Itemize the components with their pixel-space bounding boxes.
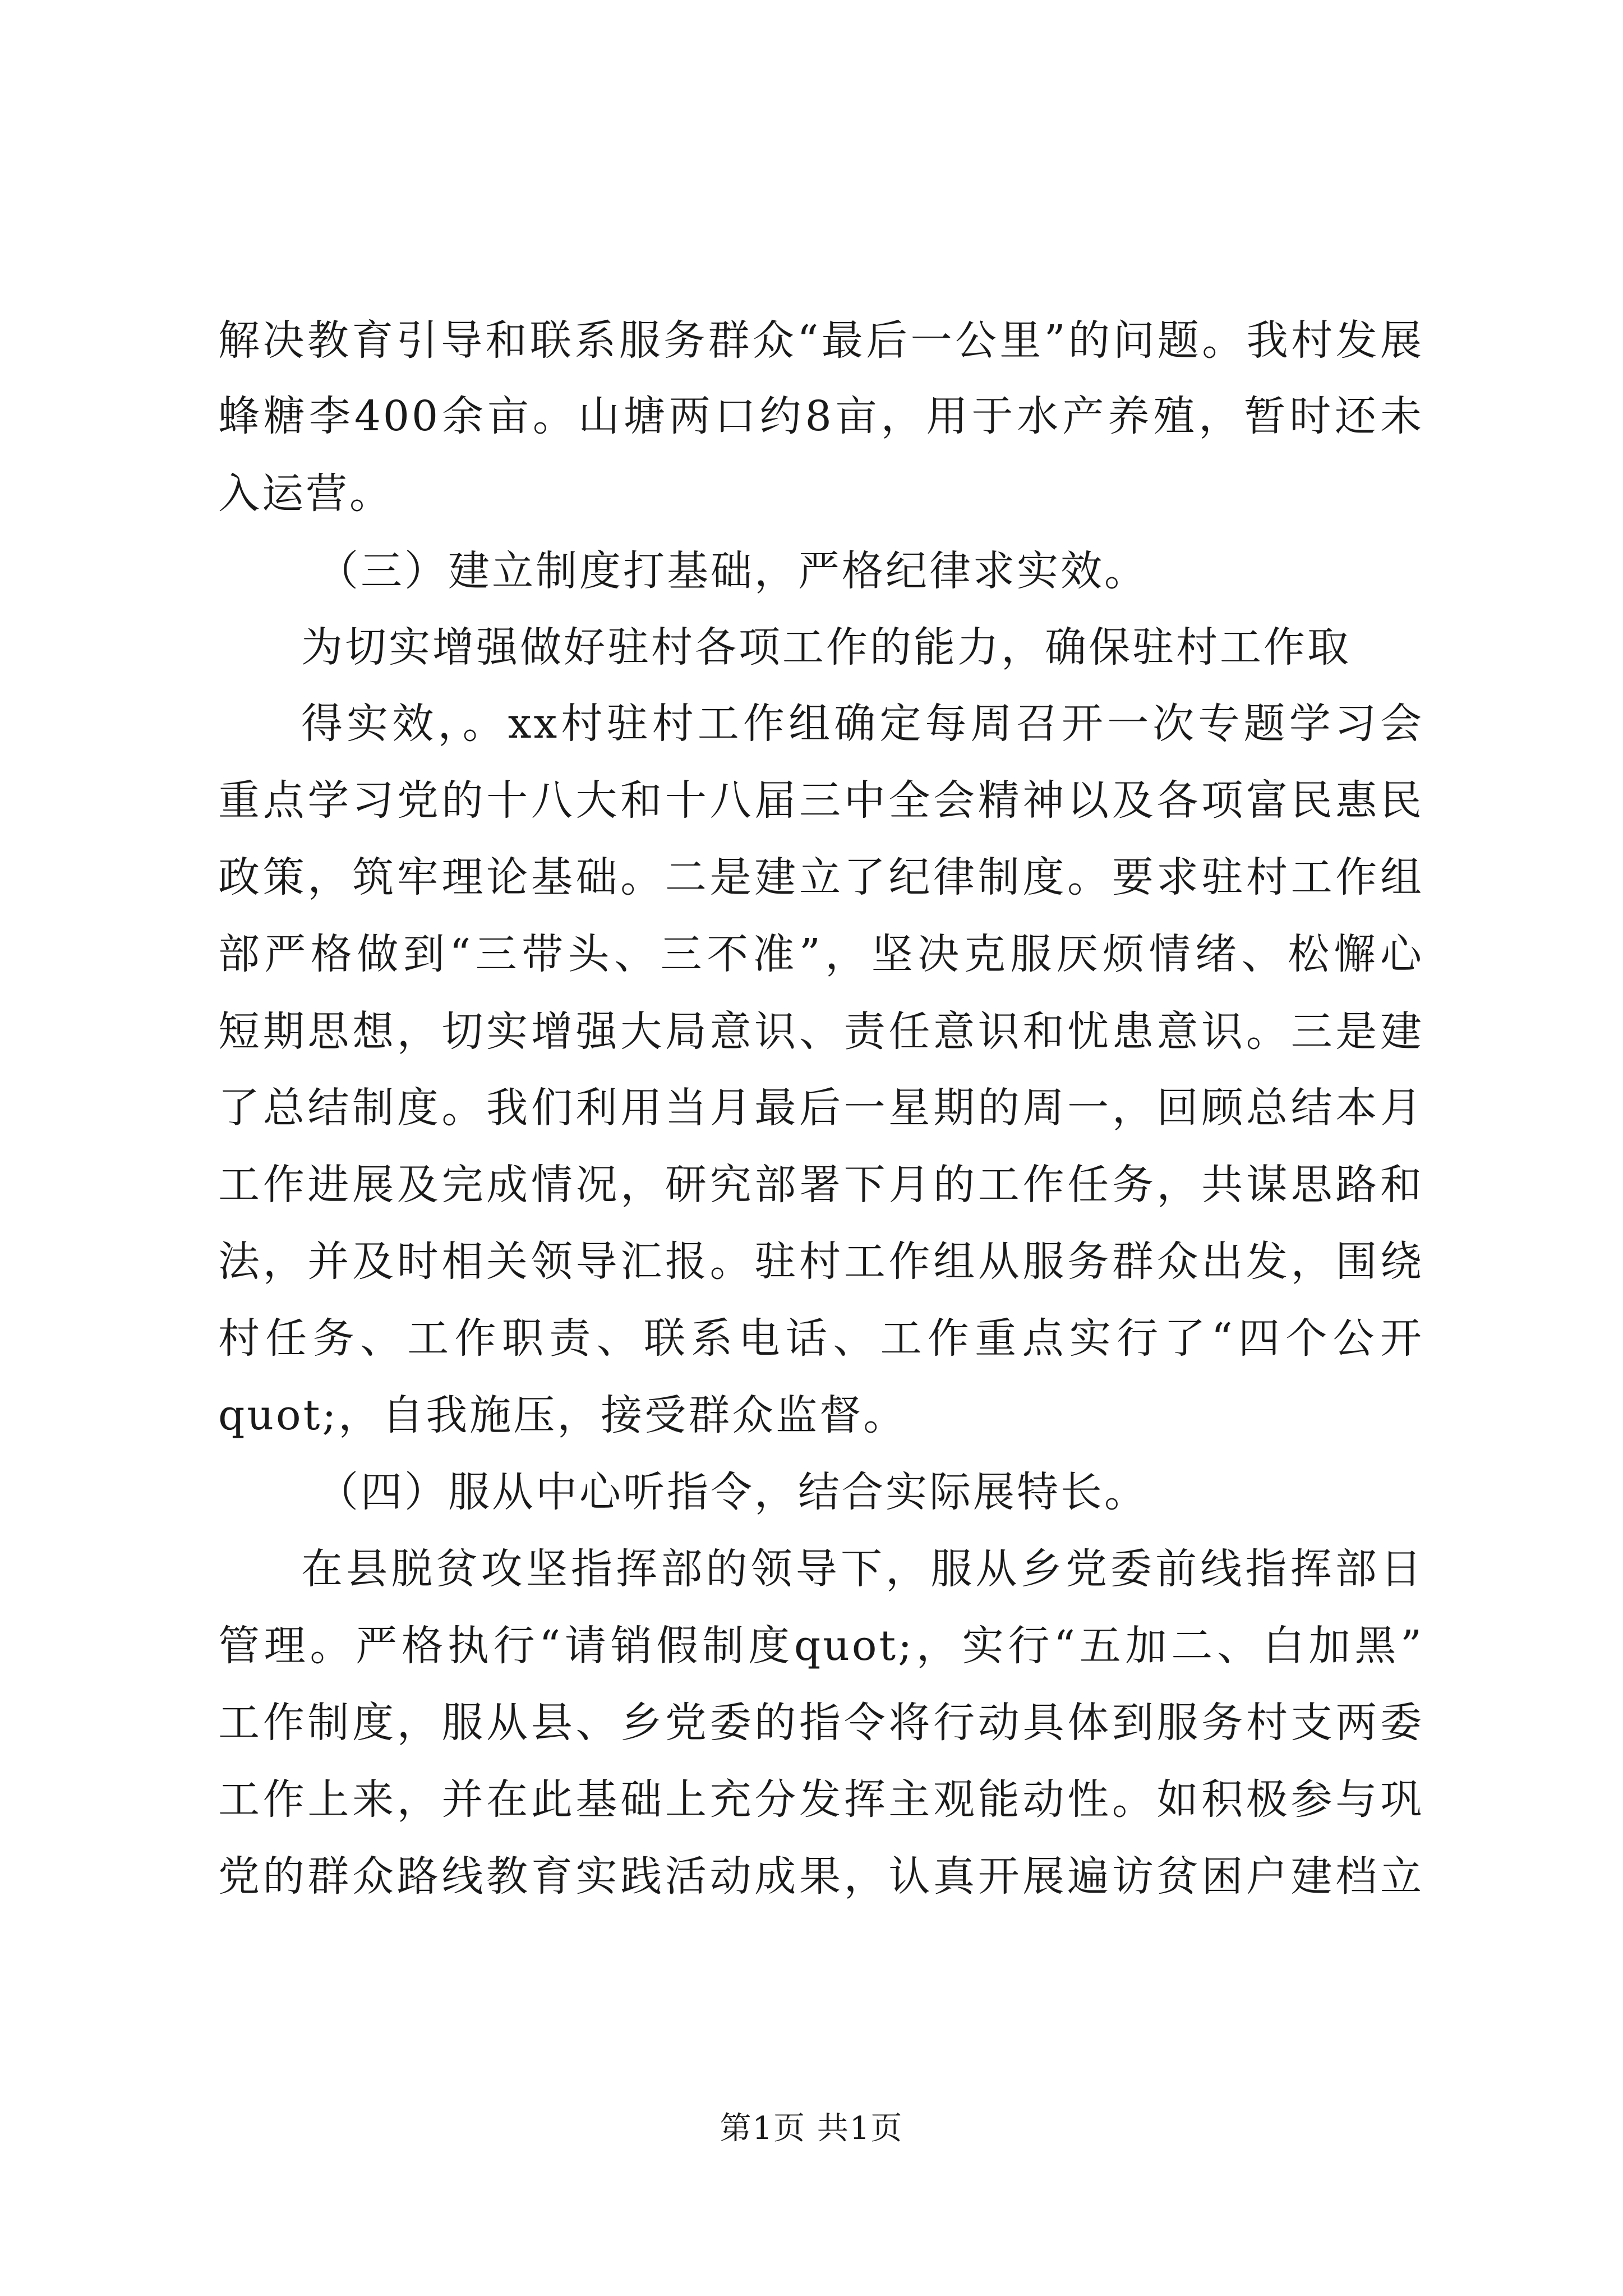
body-text-line: 工作制度，服从县、乡党委的指令将行动具体到服务村支两委 (218, 1699, 1424, 1747)
body-text-line: 了总结制度。我们利用当月最后一星期的周一，回顾总结本月 (218, 1084, 1424, 1132)
body-text-line: 得实效，。xx村驻村工作组确定每周召开一次专题学习会 (301, 700, 1424, 748)
section-heading: （四）服从中心听指令，结合实际展特长。 (317, 1468, 1148, 1516)
page-number-footer: 第1页 共1页 (720, 2110, 903, 2147)
body-text-line: quot;，自我施压，接受群众监督。 (218, 1391, 907, 1439)
body-text-line: 管理。严格执行“请销假制度quot;，实行“五加二、白加黑” (218, 1622, 1424, 1670)
body-text-line: 法，并及时相关领导汇报。驻村工作组从服务群众出发，围绕 (218, 1237, 1424, 1286)
body-text-line: 村任务、工作职责、联系电话、工作重点实行了“四个公开 (218, 1314, 1424, 1363)
body-text-line: 政策，筑牢理论基础。二是建立了纪律制度。要求驻村工作组 (218, 853, 1424, 901)
body-text-line: 工作上来，并在此基础上充分发挥主观能动性。如积极参与巩 (218, 1775, 1424, 1824)
body-text-line: 部严格做到“三带头、三不准”，坚决克服厌烦情绪、松懈心 (218, 930, 1424, 978)
body-text-line: 党的群众路线教育实践活动成果，认真开展遍访贫困户建档立 (218, 1852, 1424, 1901)
body-text-line: 在县脱贫攻坚指挥部的领导下，服从乡党委前线指挥部日 (301, 1545, 1424, 1593)
body-text-line: 工作进展及完成情况，研究部署下月的工作任务，共谋思路和 (218, 1161, 1424, 1209)
body-text-line: 入运营。 (218, 470, 393, 518)
body-text-line: 短期思想，切实增强大局意识、责任意识和忧患意识。三是建 (218, 1007, 1424, 1056)
body-text-line: 重点学习党的十八大和十八届三中全会精神以及各项富民惠民 (218, 776, 1424, 825)
body-text-line: 解决教育引导和联系服务群众“最后一公里”的问题。我村发展 (218, 316, 1424, 365)
body-text-line: 为切实增强做好驻村各项工作的能力，确保驻村工作取 (301, 623, 1351, 671)
section-heading: （三）建立制度打基础，严格纪律求实效。 (317, 547, 1148, 595)
body-text-line: 蜂糖李400余亩。山塘两口约8亩，用于水产养殖，暂时还未 (218, 392, 1424, 440)
